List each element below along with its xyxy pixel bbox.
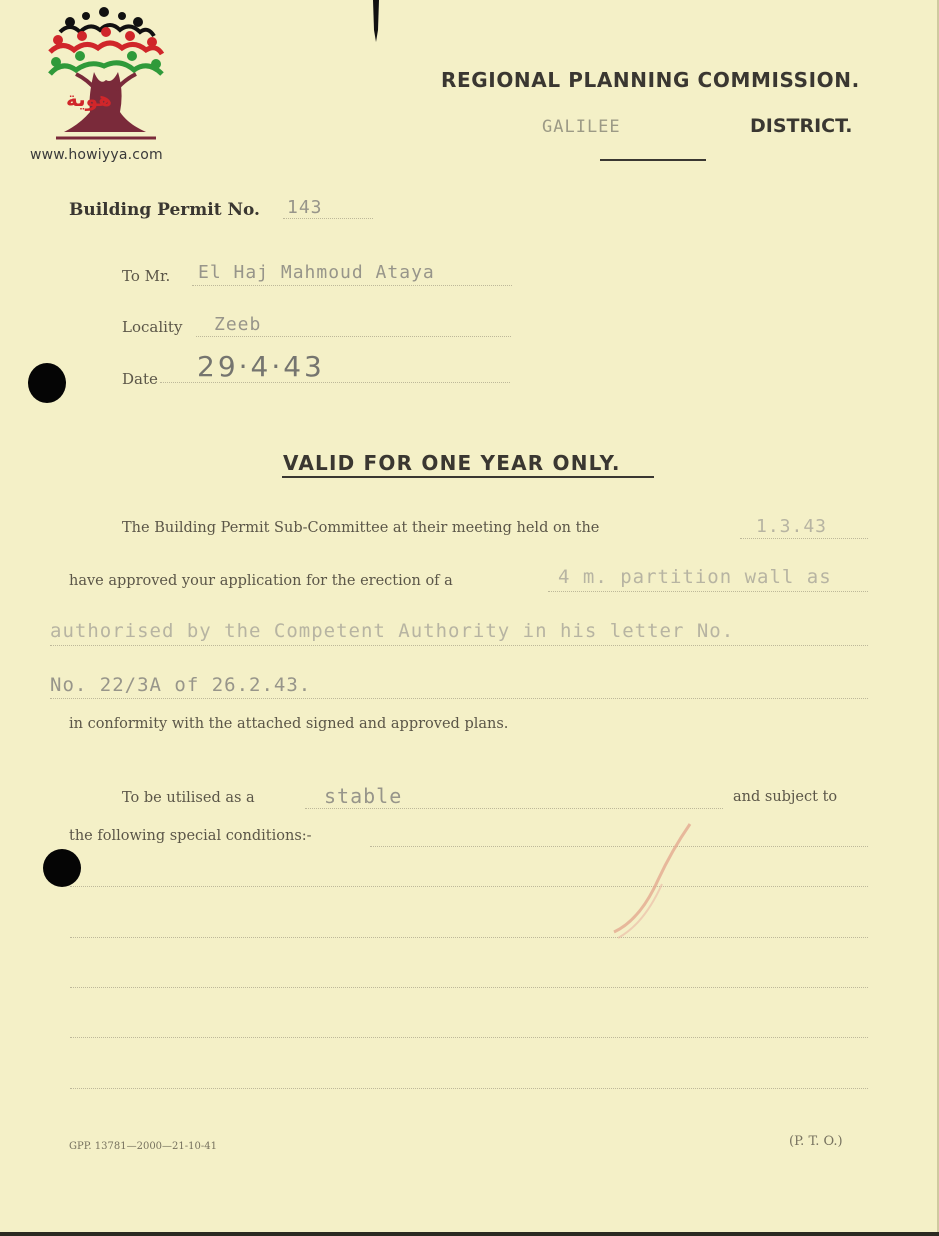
to-value: El Haj Mahmoud Ataya — [198, 262, 435, 283]
conditions-line-5 — [70, 1088, 868, 1089]
punch-hole-top — [28, 363, 66, 403]
letter-reference: No. 22/3A of 26.2.43. — [50, 674, 312, 696]
to-line — [192, 285, 512, 286]
permit-number-label: Building Permit No. — [69, 200, 260, 220]
pencil-tick-mark — [610, 820, 710, 940]
authorisation-line: authorised by the Competent Authority in his letter No. — [50, 620, 735, 642]
district-label: DISTRICT. — [750, 115, 853, 137]
print-code: GPP. 13781—2000—21-10-41 — [69, 1141, 217, 1152]
validity-heading: VALID FOR ONE YEAR ONLY. — [283, 451, 621, 475]
district-name: GALILEE — [542, 117, 621, 137]
permit-number: 143 — [287, 197, 323, 218]
to-label: To Mr. — [122, 267, 171, 285]
authorisation-rule — [50, 645, 868, 646]
erection-line — [548, 591, 868, 592]
commission-title: REGIONAL PLANNING COMMISSION. — [441, 68, 860, 92]
howiyya-logo — [36, 2, 176, 167]
punch-hole-bottom — [43, 849, 81, 887]
meeting-date-line — [740, 538, 868, 539]
conditions-line-2 — [70, 937, 868, 938]
conditions-line-1 — [70, 886, 868, 887]
conditions-line-4 — [70, 1037, 868, 1038]
meeting-text: The Building Permit Sub-Committee at their meeting held on the — [122, 520, 600, 536]
ink-mark — [370, 0, 382, 42]
erection-value: 4 m. partition wall as — [558, 566, 832, 588]
locality-value: Zeeb — [214, 314, 262, 335]
utilised-line — [305, 808, 723, 809]
logo-arabic-text: هوية — [66, 87, 113, 111]
date-label: Date — [122, 370, 158, 388]
validity-rule — [282, 476, 654, 478]
pto-note: (P. T. O.) — [789, 1134, 843, 1149]
meeting-date: 1.3.43 — [756, 516, 828, 537]
approval-text: have approved your application for the erection of a — [69, 573, 453, 589]
date-line — [160, 382, 510, 383]
utilised-value: stable — [324, 784, 403, 808]
permit-number-line — [283, 218, 373, 219]
header-rule — [600, 159, 706, 161]
letter-reference-line — [50, 698, 868, 699]
conditions-line-3 — [70, 987, 868, 988]
date-value: 29·4·43 — [197, 350, 325, 383]
people-icon — [50, 7, 162, 74]
subject-text: and subject to — [733, 789, 838, 805]
locality-label: Locality — [122, 318, 183, 336]
conditions-label: the following special conditions:- — [69, 828, 312, 844]
watermark-url: www.howiyya.com — [30, 147, 163, 163]
utilised-label: To be utilised as a — [122, 790, 255, 806]
locality-line — [196, 336, 511, 337]
conformity-text: in conformity with the attached signed and approved plans. — [69, 716, 509, 732]
